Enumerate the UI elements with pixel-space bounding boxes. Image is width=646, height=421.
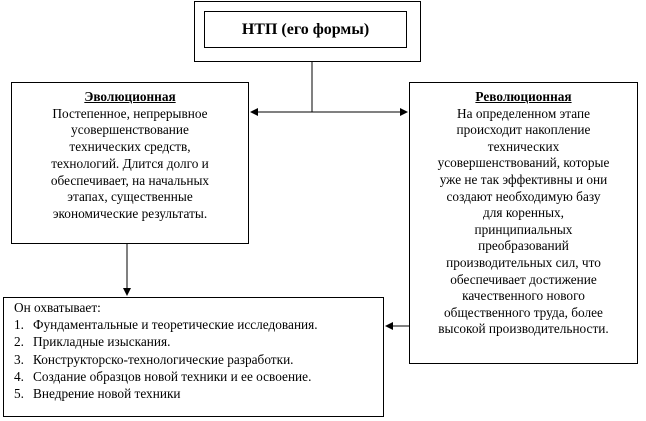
list-item-text: Создание образцов новой техники и ее освоение. bbox=[33, 368, 312, 384]
covers-box bbox=[3, 297, 384, 417]
evolutionary-line: технических средств, bbox=[69, 139, 191, 155]
list-item-text: Прикладные изыскания. bbox=[33, 334, 171, 350]
evolutionary-box bbox=[11, 82, 249, 244]
list-item bbox=[14, 385, 383, 402]
covers-list bbox=[14, 316, 383, 402]
revolutionary-line: общественного труда, более bbox=[444, 304, 603, 320]
list-item-text: Фундаментальные и теоретические исследования. bbox=[33, 317, 318, 333]
revolutionary-line: уже не так эффективны и они bbox=[439, 171, 608, 187]
list-item-number: 2. bbox=[14, 334, 24, 350]
evolutionary-line: технологий. Длится долго и bbox=[51, 155, 209, 171]
title-box bbox=[204, 11, 407, 48]
revolutionary-line: технических bbox=[487, 138, 560, 154]
list-item bbox=[14, 368, 383, 385]
evolutionary-line: усовершенствование bbox=[71, 122, 189, 138]
list-item-text: Внедрение новой техники bbox=[33, 386, 181, 402]
list-item-number: 4. bbox=[14, 368, 24, 384]
revolutionary-line: На определенном этапе bbox=[457, 105, 590, 121]
list-item-number: 5. bbox=[14, 386, 24, 402]
revolutionary-line: создают необходимую базу bbox=[446, 188, 601, 204]
list-item-number: 3. bbox=[14, 351, 24, 367]
revolutionary-box bbox=[409, 82, 638, 364]
revolutionary-line: обеспечивает достижение bbox=[450, 271, 597, 287]
revolutionary-line: усовершенствований, которые bbox=[437, 155, 610, 171]
list-item bbox=[14, 316, 383, 333]
evolutionary-line: Постепенное, непрерывное bbox=[52, 105, 208, 121]
list-item bbox=[14, 351, 383, 368]
evolutionary-line: обеспечивает, на начальных bbox=[50, 172, 210, 188]
revolutionary-line: происходит накопление bbox=[456, 122, 591, 138]
evolutionary-line: этапах, существенные bbox=[67, 189, 193, 205]
revolutionary-line: преобразований bbox=[478, 238, 569, 254]
covers-intro: Он охватывает: bbox=[14, 300, 101, 315]
revolutionary-line: качественного нового bbox=[462, 288, 585, 304]
title-text: НТП (его формы) bbox=[241, 20, 370, 38]
list-item-text: Конструкторско-технологические разработки. bbox=[33, 351, 294, 367]
revolutionary-line: высокой производительности. bbox=[438, 321, 609, 337]
evolutionary-heading: Эволюционная bbox=[84, 89, 176, 104]
revolutionary-heading: Революционная bbox=[475, 89, 572, 104]
revolutionary-line: для коренных, bbox=[483, 205, 564, 221]
list-item bbox=[14, 333, 383, 350]
evolutionary-line: экономические результаты. bbox=[52, 205, 208, 221]
list-item-number: 1. bbox=[14, 317, 24, 333]
revolutionary-line: принципиальных bbox=[474, 221, 573, 237]
revolutionary-line: производительных сил, что bbox=[446, 254, 601, 270]
